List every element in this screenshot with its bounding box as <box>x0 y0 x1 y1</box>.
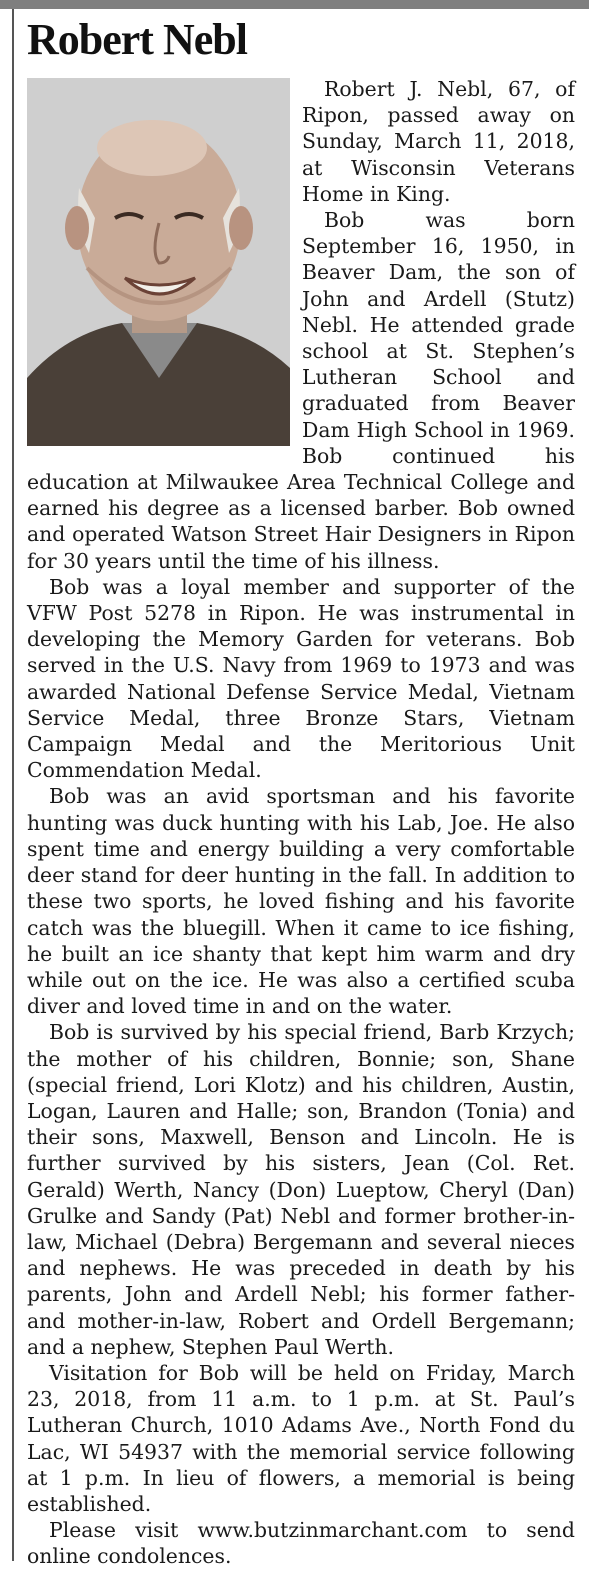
obituary-body <box>27 76 575 1570</box>
portrait-photo <box>27 78 290 446</box>
paragraph-5: Bob is survived by his special friend, Barb Krzych; the mother of his children, Bonnie; son, Shane (special friend, Lori Klotz) and his children, Austin, Logan, Lauren and Halle; son, Brandon (Tonia) and their sons, Maxwell, Benson and Lincoln. He is further survived by his sisters, Jean (Col. Ret. Gerald) Werth, Nancy (Don) Lueptow, Cheryl (Dan) Grulke and Sandy (Pat) Nebl and former brother-in-law, Michael (Debra) Bergemann and several nieces and nephews. He was preceded in death by his parents, John and Ardell Nebl; his former father- and mother-in-law, Robert and Ordell Bergemann; and a nephew, Stephen Paul Werth. <box>27 1020 575 1359</box>
paragraph-1: Robert J. Nebl, 67, of Ripon, passed away on Sunday, March 11, 2018, at Wisconsin Veterans Home in King. <box>302 77 575 206</box>
portrait-illustration <box>27 78 290 446</box>
headline: Robert Nebl <box>27 15 247 64</box>
top-rule <box>0 0 589 9</box>
paragraph-2: Bob was born September 16, 1950, in Beaver Dam, the son of John and Ardell (Stutz) Nebl. He attended grade school at St. Stephen’s Lutheran School and graduated from Beaver Dam High School in 1969. Bob continued his education at Milwaukee Area Technical College and earned his degree as a licensed barber. Bob owned and operated Watson Street Hair Designers in Ripon for 30 years until the time of his illness. <box>27 208 575 573</box>
paragraph-7: Please visit www.butzinmarchant.com to send online condolences. <box>27 1518 575 1569</box>
paragraph-4: Bob was an avid sportsman and his favorite hunting was duck hunting with his Lab, Joe. He also spent time and energy building a very comfortable deer stand for deer hunting in the fall. In addition to these two sports, he loved fishing and his favorite catch was the bluegill. When it came to ice fishing, he built an ice shanty that kept him warm and dry while out on the ice. He was also a certified scuba diver and loved time in and on the water. <box>27 784 575 1019</box>
column-rule <box>12 9 14 1561</box>
paragraph-3: Bob was a loyal member and supporter of the VFW Post 5278 in Ripon. He was instrumental in developing the Memory Garden for veterans. Bob served in the U.S. Navy from 1969 to 1973 and was awarded National Defense Service Medal, Vietnam Service Medal, three Bronze Stars, Vietnam Campaign Medal and the Meritorious Unit Commendation Medal. <box>27 574 575 783</box>
paragraph-6: Visitation for Bob will be held on Friday, March 23, 2018, from 11 a.m. to 1 p.m. at St. Paul’s Lutheran Church, 1010 Adams Ave., North Fond du Lac, WI 54937 with the memorial service following at 1 p.m. In lieu of flowers, a memorial is being established. <box>27 1360 575 1516</box>
obituary-article <box>27 14 575 1570</box>
